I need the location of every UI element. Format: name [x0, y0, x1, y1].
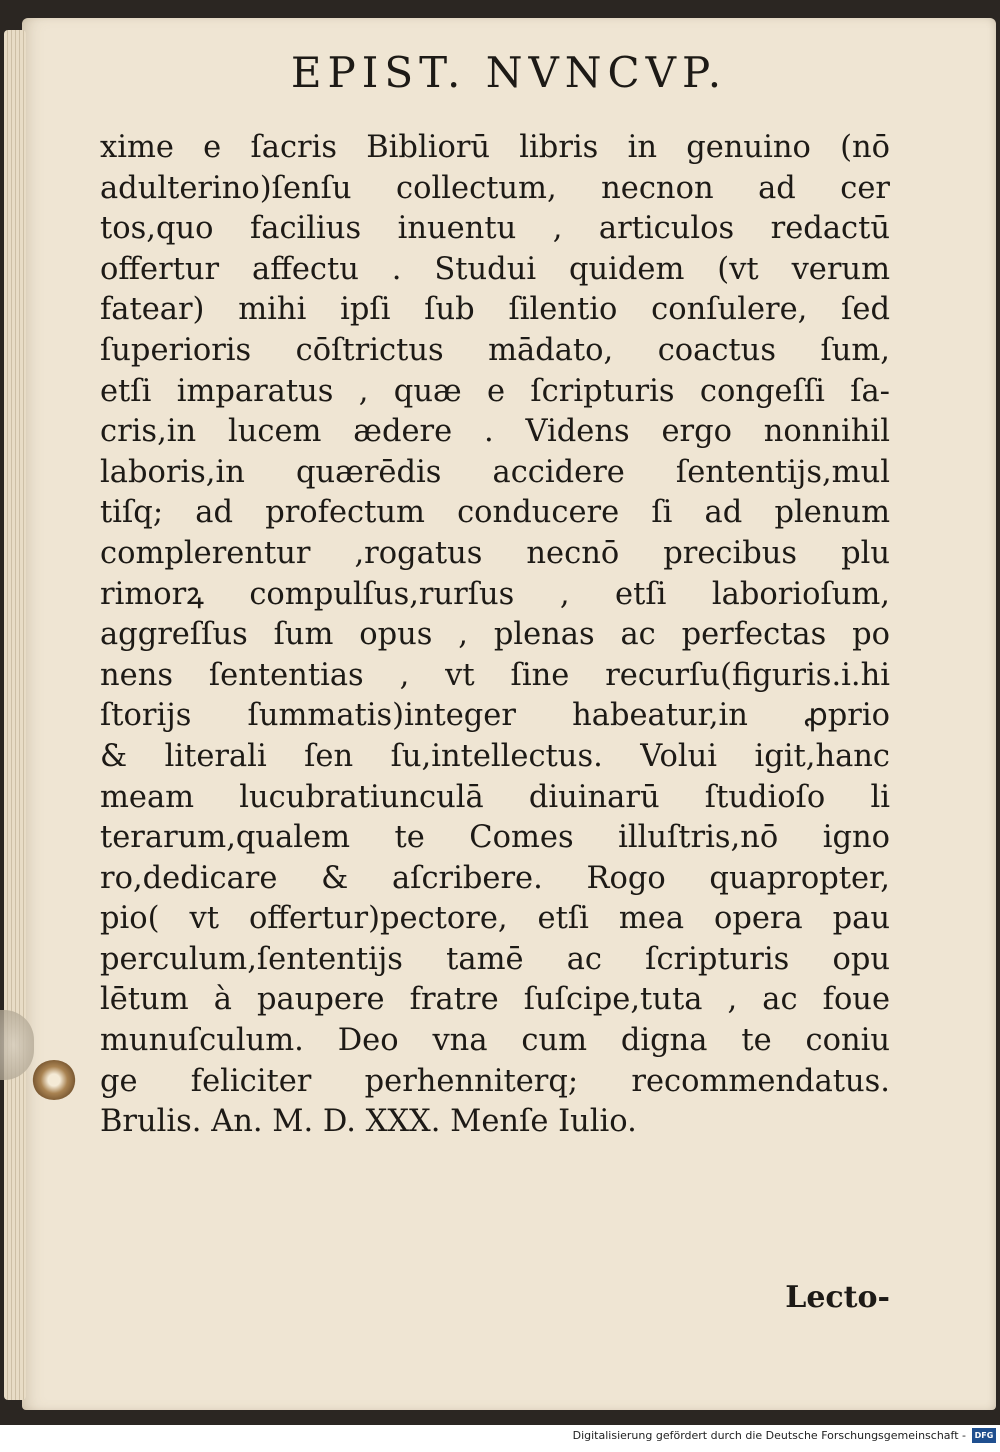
text-line: laboris,in quærēdis accidere ſententijs,mul — [100, 454, 890, 490]
funding-credit: Digitalisierung gefördert durch die Deutsche Forschungsgemeinschaft - — [572, 1429, 966, 1442]
page-edges — [4, 30, 26, 1400]
text-line: ge feliciter perhenniterq; recommendatus. — [100, 1063, 890, 1099]
text-line: ſuperioris cōſtrictus mādato, coactus ſum, — [100, 332, 890, 368]
catchword: Lecto- — [785, 1280, 890, 1315]
text-line: terarum,qualem te Comes illuſtris,nō igno — [100, 820, 890, 856]
paper-stain — [32, 1060, 76, 1100]
text-line: complerentur ,rogatus necnō precibus plu — [100, 535, 890, 571]
text-line: cris,in lucem ædere . Videns ergo nonnihil — [100, 414, 890, 450]
text-line: ro,dedicare & aſcribere. Rogo quapropter, — [100, 860, 890, 896]
text-line: rimorꝝ compulſus,rurſus , etſi laborioſum, — [100, 576, 890, 612]
text-line: & literali ſen ſu,intellectus. Volui igit,hanc — [100, 738, 890, 774]
text-line-last: Brulis. An. M. D. XXX. Menſe Iulio. — [100, 1104, 637, 1140]
text-line: fatear) mihi ipſi ſub ſilentio conſulere, ſed — [100, 292, 890, 328]
text-line: pio( vt offertur)pectore, etſi mea opera pau — [100, 901, 890, 937]
text-line: nens ſententias , vt ſine recurſu(figuris.i.hi — [100, 657, 890, 693]
text-line: perculum,ſententijs tamē ac ſcripturis opu — [100, 941, 890, 977]
text-line: xime e ſacris Bibliorū libris in genuino (nō — [100, 130, 890, 165]
text-line: offertur affectu . Studui quidem (vt verum — [100, 251, 890, 287]
footer-bar — [0, 1425, 1000, 1452]
text-line: meam lucubratiunculā diuinarū ſtudioſo li — [100, 779, 890, 815]
text-line: munuſculum. Deo vna cum digna te coniu — [100, 1023, 890, 1059]
text-line: ſtorijs ſummatis)integer habeatur,in ꝓprio — [100, 698, 890, 734]
text-line: adulterino)ſenſu collectum, necnon ad cer — [100, 170, 890, 206]
text-line: tiſq; ad profectum conducere ſi ad plenum — [100, 495, 890, 531]
running-head: EPIST. NVNCVP. — [290, 48, 728, 97]
dfg-logo: DFG — [972, 1428, 996, 1443]
page-body — [100, 128, 890, 1143]
text-line: aggreſſus ſum opus , plenas ac perfectas po — [100, 617, 890, 653]
text-line: lētum à paupere fratre ſuſcipe,tuta , ac foue — [100, 982, 890, 1018]
text-line: tos,quo facilius inuentu , articulos redactū — [100, 211, 890, 247]
text-line: etſi imparatus , quæ e ſcripturis congeſſi ſa- — [100, 373, 890, 409]
